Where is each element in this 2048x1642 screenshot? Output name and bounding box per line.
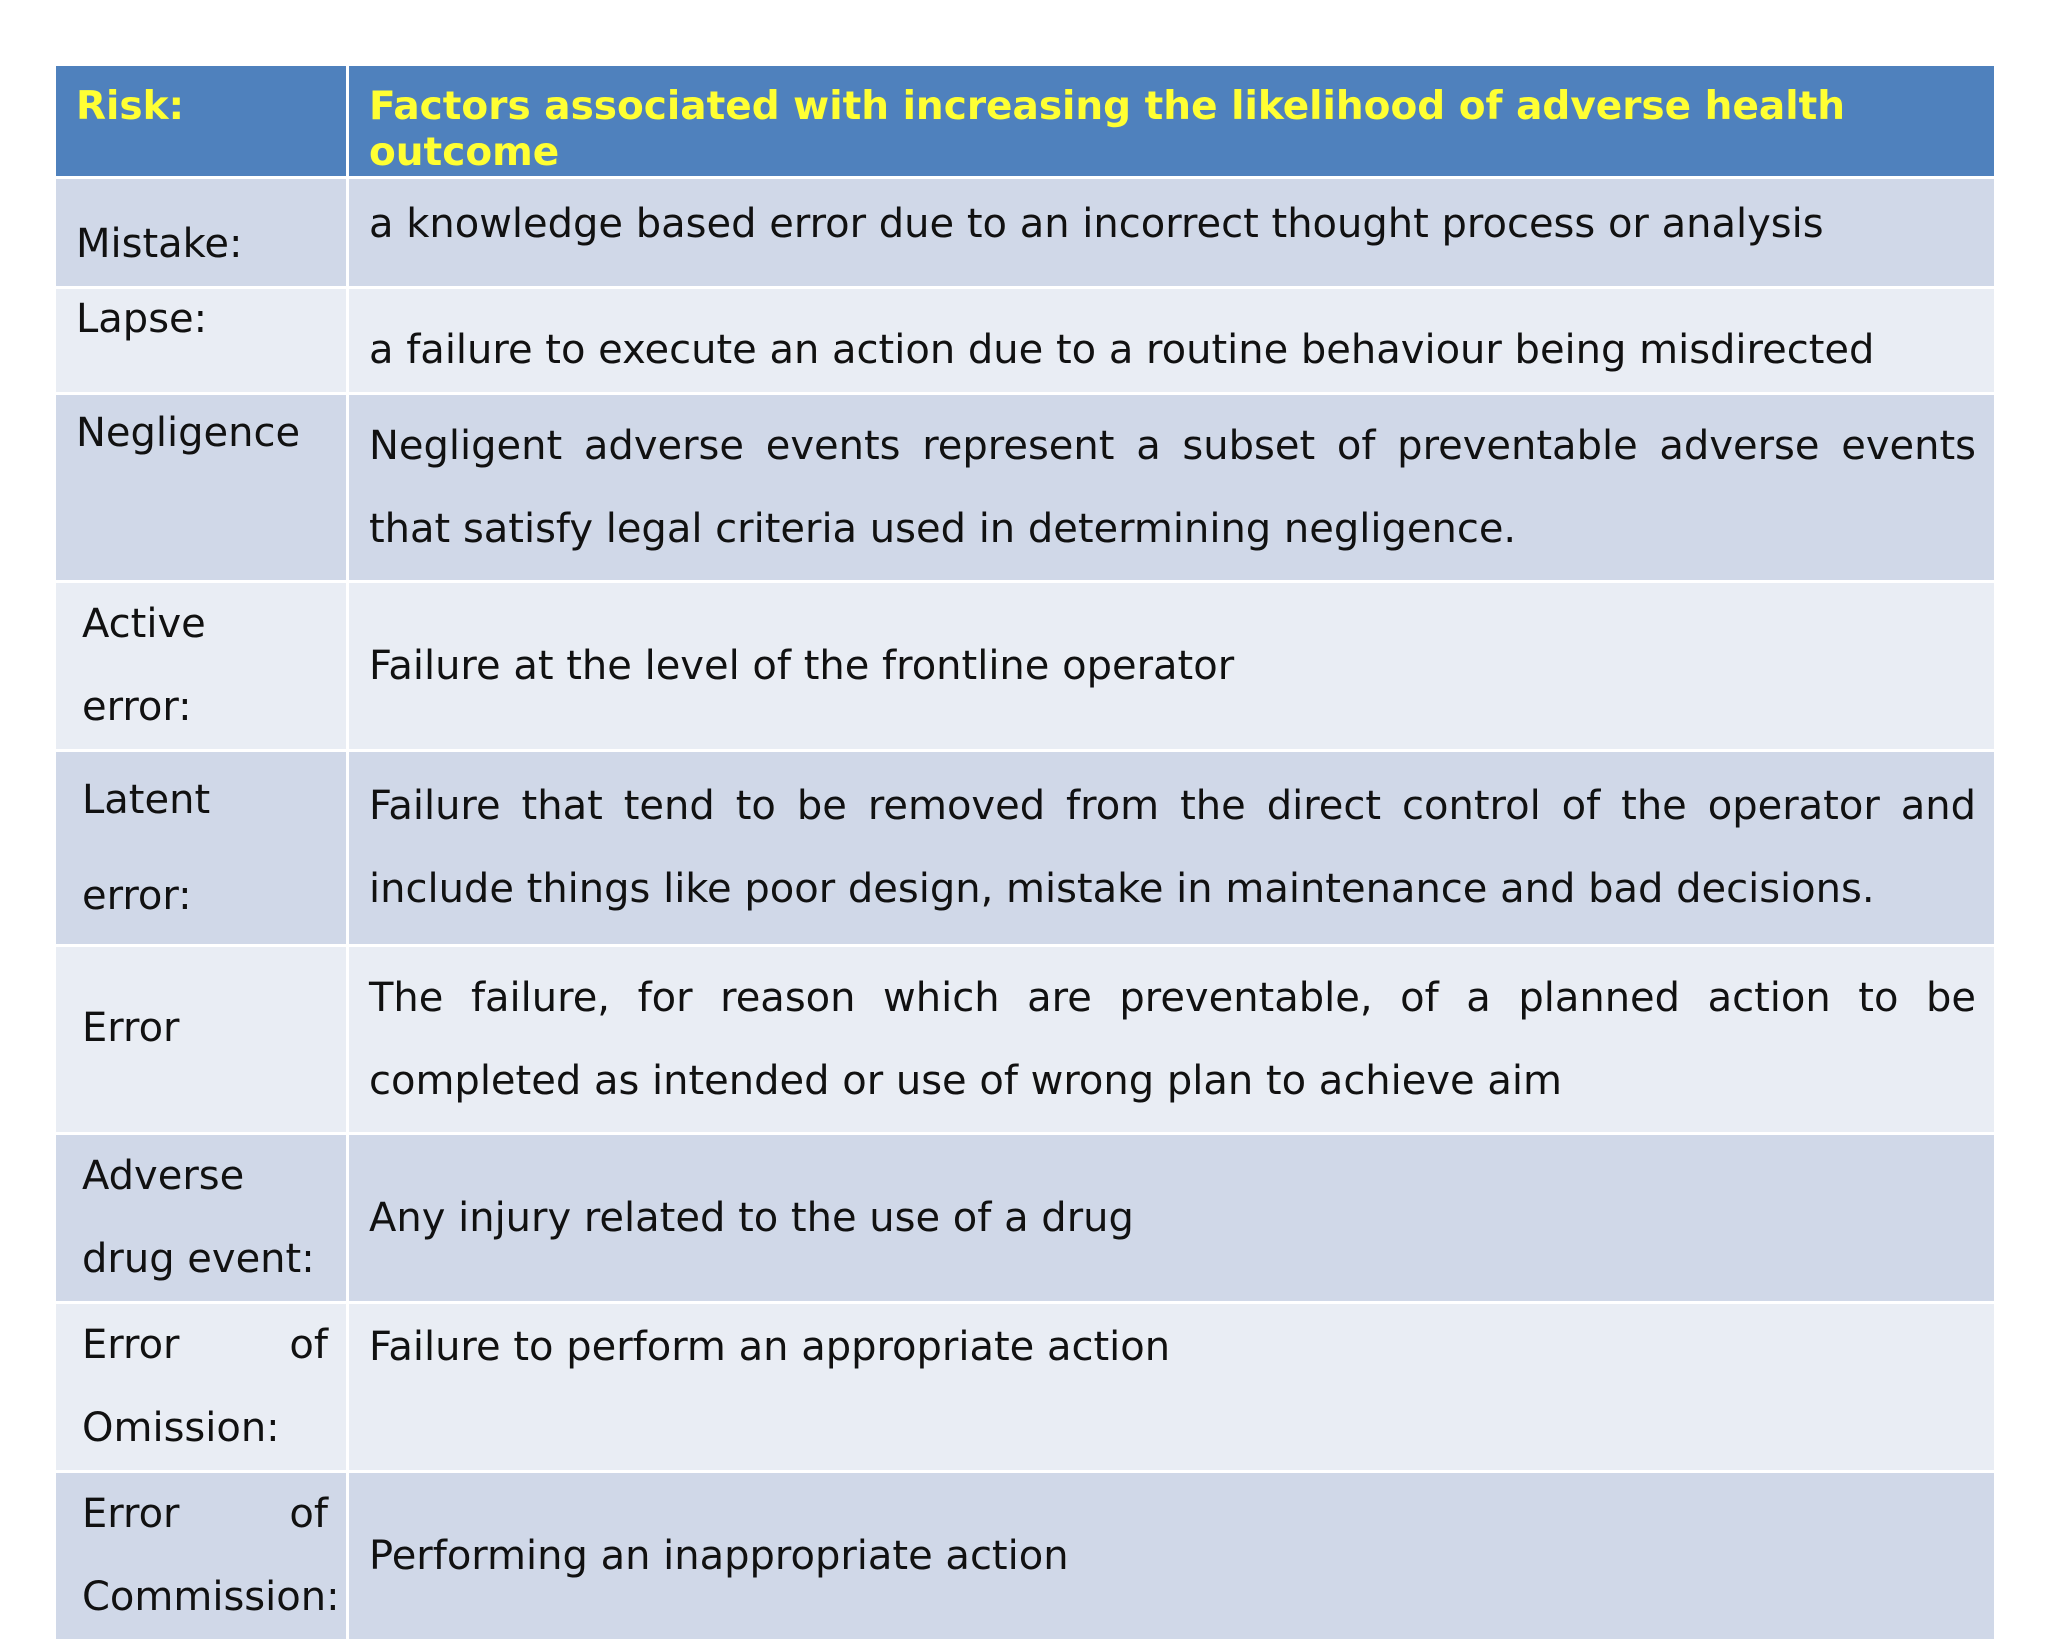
term-cell: Error of Commission: (55, 1472, 348, 1641)
term-cell: Error of Omission: (55, 1303, 348, 1472)
table-header-row (55, 65, 1996, 178)
term-cell: Lapse: (55, 288, 348, 394)
term-cell: Error (55, 946, 348, 1134)
definition-cell: Failure that tend to be removed from the direct control of the operator and include things like poor design, mistake in maintenance and bad decisions. (348, 751, 1996, 946)
definition-cell: Negligent adverse events represent a subset of preventable adverse events that satisfy legal criteria used in determining negligence. (348, 394, 1996, 582)
term-cell: Active error: (55, 582, 348, 751)
definition-cell: Failure at the level of the frontline operator (348, 582, 1996, 751)
term-cell: Negligence (55, 394, 348, 582)
table-row (55, 582, 1996, 751)
definition-cell: Any injury related to the use of a drug (348, 1134, 1996, 1303)
table-row (55, 288, 1996, 394)
term-cell: Mistake: (55, 178, 348, 288)
table-row (55, 394, 1996, 582)
table-row (55, 1472, 1996, 1641)
header-definition-cell: Factors associated with increasing the likelihood of adverse health outcome (348, 65, 1996, 178)
header-term-cell: Risk: (55, 65, 348, 178)
definitions-table (53, 63, 1997, 1642)
definition-cell: Failure to perform an appropriate action (348, 1303, 1996, 1472)
definition-cell: a failure to execute an action due to a routine behaviour being misdirected (348, 288, 1996, 394)
definition-cell: Performing an inappropriate action (348, 1472, 1996, 1641)
term-cell: Adverse drug event: (55, 1134, 348, 1303)
table-row (55, 178, 1996, 288)
term-cell: Latent error: (55, 751, 348, 946)
table-row (55, 1134, 1996, 1303)
definition-cell: The failure, for reason which are preventable, of a planned action to be completed as intended or use of wrong plan to achieve aim (348, 946, 1996, 1134)
table-row (55, 1303, 1996, 1472)
table-row (55, 946, 1996, 1134)
table-row (55, 751, 1996, 946)
definition-cell: a knowledge based error due to an incorrect thought process or analysis (348, 178, 1996, 288)
